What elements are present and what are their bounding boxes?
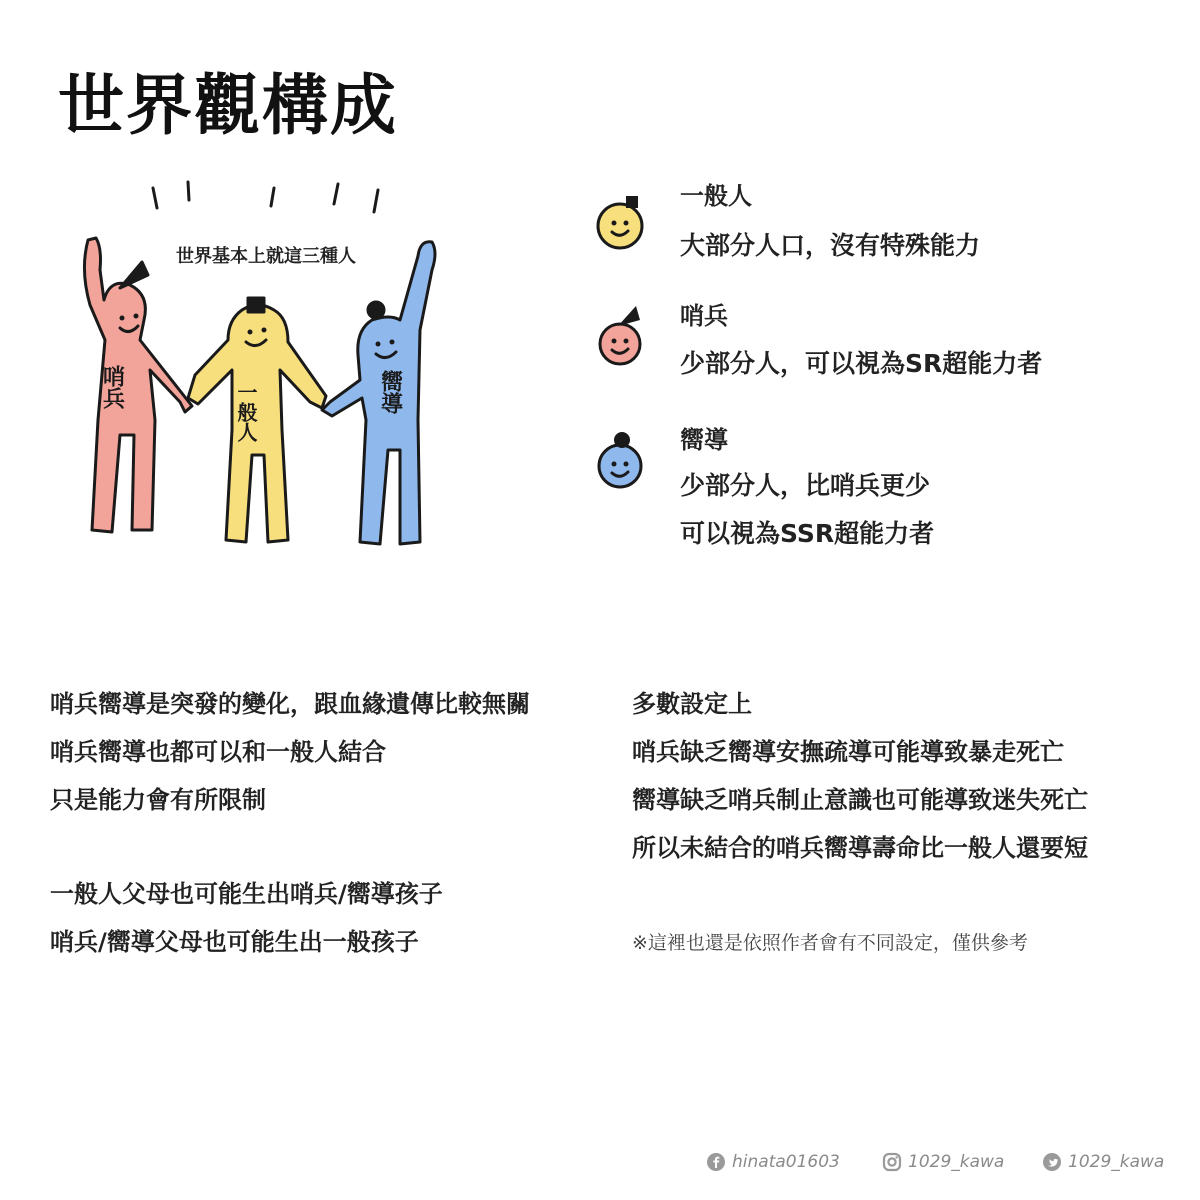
legend [590,170,1150,570]
excitement-marks [153,182,378,212]
sentinel-figure [84,238,192,532]
legend-description: 可以視為SSR超能力者 [680,519,935,548]
cone-hat-icon [120,262,148,288]
legend-description: 少部分人，比哨兵更少 [680,471,931,500]
text-line: 哨兵缺乏嚮導安撫疏導可能導致暴走死亡 [632,738,1064,766]
page-title: 世界觀構成 [58,66,398,144]
guide-figure [322,242,435,544]
top-hat-icon [248,298,264,312]
text-line: 所以未結合的哨兵嚮導壽命比一般人還要短 [632,834,1088,862]
left-paragraph-1 [50,680,530,824]
facebook-handle[interactable] [706,1149,840,1175]
guide-body-label: 嚮導 [377,370,403,414]
right-paragraph [632,680,1088,872]
ordinary-figure [188,298,326,542]
text-line: 多數設定上 [632,690,752,718]
facebook-handle-text: hinata01603 [732,1152,840,1172]
left-paragraph-2 [50,870,443,966]
disclaimer-note: ※這裡也還是依照作者會有不同設定，僅供參考 [632,932,1028,954]
twitter-handle[interactable] [1042,1149,1164,1175]
blue-face-bun-icon [590,422,650,492]
twitter-handle-text: 1029_kawa [1068,1152,1165,1172]
instagram-icon [882,1152,902,1172]
yellow-face-top-hat-icon [590,182,650,252]
text-line: 哨兵/嚮導父母也可能生出一般孩子 [50,928,419,956]
legend-description: 少部分人，可以視為SR超能力者 [680,349,1043,378]
hair-bun-icon [368,302,384,318]
text-line: 一般人父母也可能生出哨兵/嚮導孩子 [50,880,443,908]
ordinary-body-label: 一般人 [234,382,258,442]
text-line: 哨兵嚮導是突發的變化，跟血緣遺傳比較無關 [50,690,530,718]
illustration-caption: 世界基本上就這三種人 [176,246,356,267]
sentinel-body-label: 哨兵 [99,365,125,409]
text-line: 只是能力會有所限制 [50,786,266,814]
legend-name: 哨兵 [680,302,728,330]
red-face-cone-hat-icon [590,298,650,368]
legend-name: 一般人 [680,182,752,210]
instagram-handle[interactable] [882,1149,1004,1175]
text-line: 哨兵嚮導也都可以和一般人結合 [50,738,386,766]
three-figures-illustration [60,170,500,570]
instagram-handle-text: 1029_kawa [908,1152,1005,1172]
facebook-icon [706,1152,726,1172]
twitter-icon [1042,1152,1062,1172]
legend-name: 嚮導 [680,426,728,454]
text-line: 嚮導缺乏哨兵制止意識也可能導致迷失死亡 [632,786,1088,814]
legend-description: 大部分人口，沒有特殊能力 [680,231,981,260]
